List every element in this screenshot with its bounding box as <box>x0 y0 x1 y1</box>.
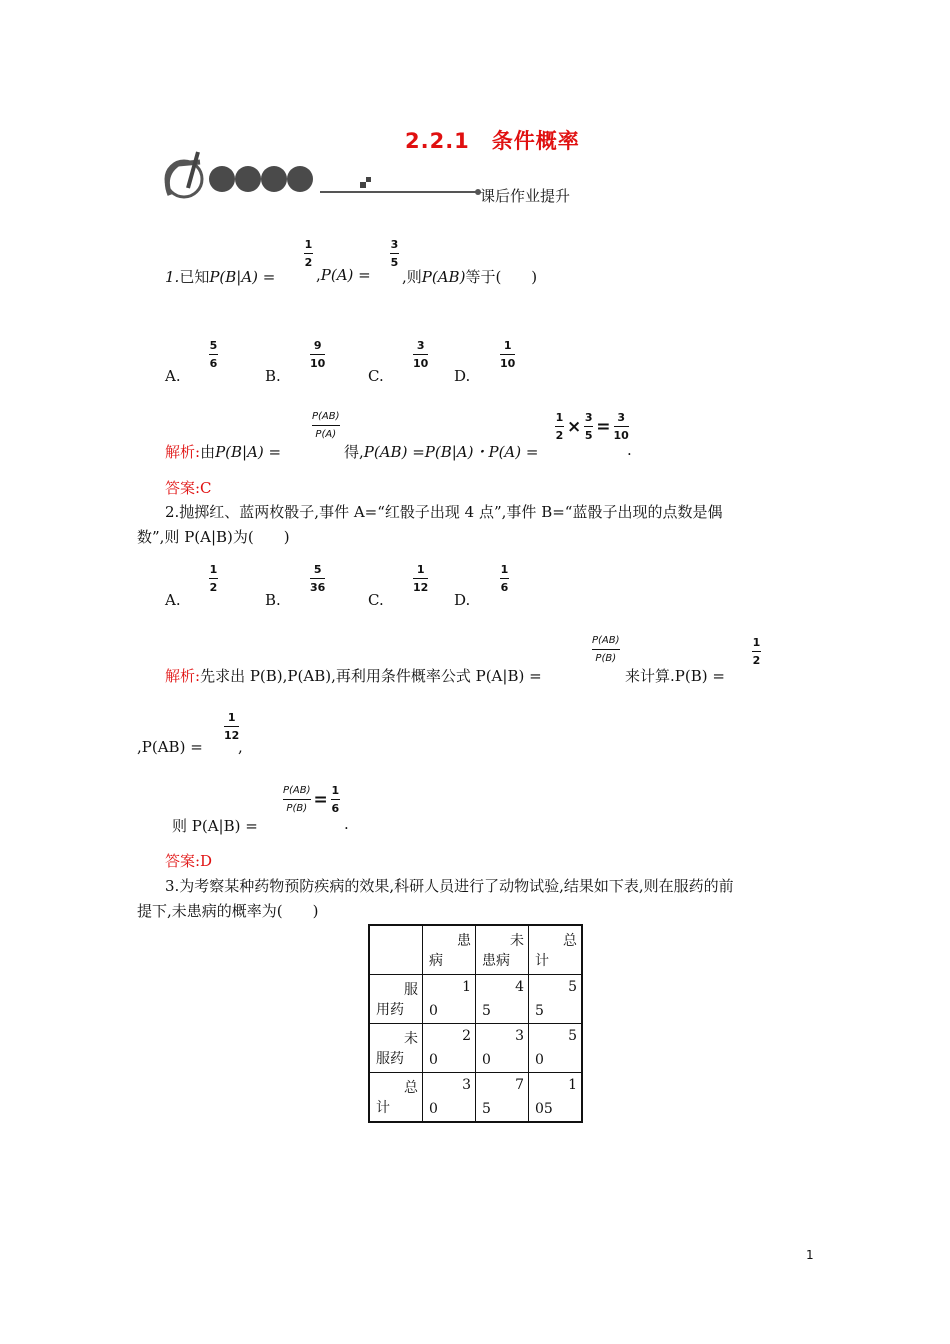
q1-answer: 答案:C <box>165 479 212 497</box>
q1-option-b-label: B. <box>265 367 281 385</box>
q1-option-a-frac: 5 6 <box>209 339 218 370</box>
q1-option-d-frac: 1 10 <box>500 339 516 370</box>
page-number: 1 <box>806 1248 814 1262</box>
q2-solution-final: $\frac{P(AB)}{P(B)}$ = $\frac{1}{6}$ <box>283 784 340 815</box>
table-cell: 3 0 <box>423 1073 476 1123</box>
table-cell: 未 患病 <box>476 925 529 975</box>
q3-stem-line2: 提下,未患病的概率为( ) <box>137 902 319 920</box>
q2-answer: 答案:D <box>165 852 213 870</box>
q2-solution-1: 解析:先求出 P(B),P(AB),再利用条件概率公式 P(A|B) = <box>165 667 542 685</box>
q2-solution-end: . <box>344 815 349 833</box>
q1-stem-3: ,则P(AB)等于( ) <box>402 268 538 286</box>
q1-stem-2: ,P(A) = <box>316 266 371 284</box>
q2-option-b-frac: 5 36 <box>310 563 326 594</box>
table-row <box>369 975 582 1024</box>
table-row <box>369 1073 582 1123</box>
brush-icon <box>188 152 198 188</box>
table-row <box>369 1024 582 1073</box>
q1-solution-product: $\frac{1}{2}$ × $\frac{3}{5}$ = $\frac{3}{10}$ <box>555 411 629 442</box>
table-cell: 服 用药 <box>369 975 423 1024</box>
q2-option-d-frac: 1 6 <box>500 563 509 594</box>
table-cell: 总 计 <box>369 1073 423 1123</box>
table-cell: 5 5 <box>529 975 583 1024</box>
q1-option-a-label: A. <box>165 367 181 385</box>
q2-option-d-label: D. <box>454 591 471 609</box>
q2-solution-formula-frac: P(AB) P(B) <box>592 635 620 664</box>
q1-solution-2: 得,P(AB) =P(B|A)・P(A) = <box>344 443 539 461</box>
q3-stem-line1: 3.为考察某种药物预防疾病的效果,科研人员进行了动物试验,结果如下表,则在服药的前 <box>165 877 734 895</box>
q2-solution-3: ,P(AB) = <box>137 738 203 756</box>
q2-solution-2: 来计算.P(B) = <box>625 667 725 685</box>
page-title: 2.2.1 条件概率 <box>405 129 580 153</box>
q1-solution-end: . <box>627 441 632 459</box>
table-cell: 7 5 <box>476 1073 529 1123</box>
q2-solution-5: 则 P(A|B) = <box>172 817 258 835</box>
table-cell: 未 服药 <box>369 1024 423 1073</box>
q2-option-a-frac: 1 2 <box>209 563 218 594</box>
palette-icon <box>166 161 202 197</box>
q2-stem-line1: 2.抛掷红、蓝两枚骰子,事件 A=“红骰子出现 4 点”,事件 B=“蓝骰子出现的点数是偶 <box>165 503 723 521</box>
table-cell: 3 0 <box>476 1024 529 1073</box>
q1-option-c-frac: 3 10 <box>413 339 429 370</box>
table-cell: 1 0 <box>423 975 476 1024</box>
q2-solution-4: , <box>238 738 243 756</box>
q1-option-b-frac: 9 10 <box>310 339 326 370</box>
q2-solution-pb-frac: 1 2 <box>752 636 761 667</box>
table-cell: 患 病 <box>423 925 476 975</box>
table-cell: 1 05 <box>529 1073 583 1123</box>
q2-option-b-label: B. <box>265 591 281 609</box>
q3-data-table <box>368 924 583 1123</box>
q1-option-d-label: D. <box>454 367 471 385</box>
table-row <box>369 925 582 975</box>
table-cell: 4 5 <box>476 975 529 1024</box>
q2-solution-pab-frac: 1 12 <box>224 711 240 742</box>
q2-stem-line2: 数”,则 P(A|B)为( ) <box>137 528 290 546</box>
table-cell: 5 0 <box>529 1024 583 1073</box>
banner-label: 课后作业提升 <box>480 187 571 205</box>
q2-option-c-label: C. <box>368 591 384 609</box>
q1-stem: 1.已知P(B|A) = <box>165 268 276 286</box>
banner-decoration <box>160 150 490 200</box>
q1-frac-1: 1 2 <box>304 238 313 269</box>
q1-frac-2: 3 5 <box>390 238 399 269</box>
q1-option-c-label: C. <box>368 367 384 385</box>
q1-solution-frac: P(AB) P(A) <box>312 411 340 440</box>
q1-solution-1: 解析:由P(B|A) = <box>165 443 282 461</box>
q2-option-a-label: A. <box>165 591 181 609</box>
table-cell: 总 计 <box>529 925 583 975</box>
table-cell <box>369 925 423 975</box>
q2-option-c-frac: 1 12 <box>413 563 429 594</box>
table-cell: 2 0 <box>423 1024 476 1073</box>
